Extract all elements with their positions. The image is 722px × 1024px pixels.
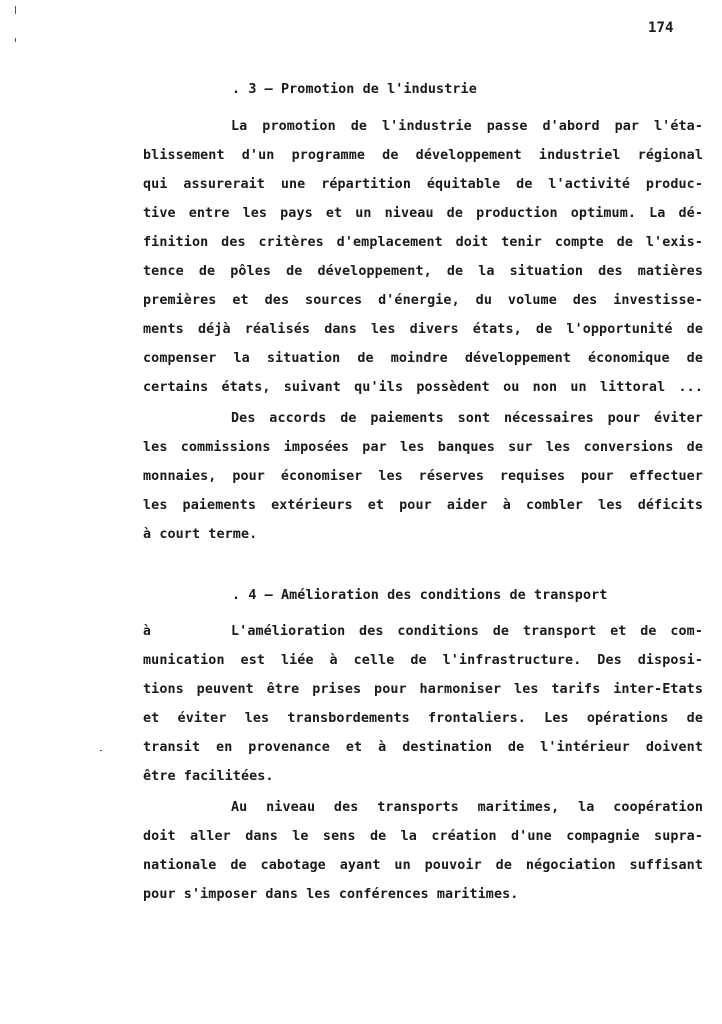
text-line: doit aller dans le sens de la création d'une compagnie supra- bbox=[143, 829, 703, 844]
text-line: premières et des sources d'énergie, du volume des investisse- bbox=[143, 293, 703, 308]
text-line: certains états, suivant qu'ils possèdent ou non un littoral ... bbox=[143, 380, 703, 395]
text-line: L'amélioration des conditions de transport et de com- bbox=[231, 624, 703, 639]
margin-mark bbox=[15, 6, 16, 14]
text-line: finition des critères d'emplacement doit tenir compte de l'exis- bbox=[143, 235, 703, 250]
margin-mark bbox=[15, 38, 16, 42]
text-line: Au niveau des transports maritimes, la coopération bbox=[231, 800, 703, 815]
text-line: les paiements extérieurs et pour aider à combler les déficits bbox=[143, 498, 703, 513]
text-line: à court terme. bbox=[143, 527, 258, 542]
text-line: nationale de cabotage ayant un pouvoir de négociation suffisant bbox=[143, 858, 703, 873]
text-line: monnaies, pour économiser les réserves requises pour effectuer bbox=[143, 469, 703, 484]
margin-mark bbox=[100, 750, 102, 751]
text-line: compenser la situation de moindre développement économique de bbox=[143, 351, 703, 366]
stray-character: à bbox=[143, 624, 151, 639]
text-line: ments déjà réalisés dans les divers états, de l'opportunité de bbox=[143, 322, 703, 337]
text-line: tive entre les pays et un niveau de production optimum. La dé- bbox=[143, 206, 703, 221]
text-line: tence de pôles de développement, de la situation des matières bbox=[143, 264, 703, 279]
text-line: La promotion de l'industrie passe d'abord par l'éta- bbox=[231, 119, 703, 134]
text-line: transit en provenance et à destination de l'intérieur doivent bbox=[143, 740, 703, 755]
text-line: tions peuvent être prises pour harmoniser les tarifs inter-Etats bbox=[143, 682, 703, 697]
text-line: blissement d'un programme de développement industriel régional bbox=[143, 148, 703, 163]
section-heading: . 4 – Amélioration des conditions de transport bbox=[232, 588, 608, 603]
text-line: munication est liée à celle de l'infrastructure. Des disposi- bbox=[143, 653, 703, 668]
page-number: 174 bbox=[648, 20, 674, 36]
text-line: les commissions imposées par les banques sur les conversions de bbox=[143, 440, 703, 455]
text-line: pour s'imposer dans les conférences maritimes. bbox=[143, 887, 519, 902]
section-heading: . 3 – Promotion de l'industrie bbox=[232, 82, 477, 97]
text-line: qui assurerait une répartition équitable de l'activité produc- bbox=[143, 177, 703, 192]
text-line: et éviter les transbordements frontaliers. Les opérations de bbox=[143, 711, 703, 726]
text-line: Des accords de paiements sont nécessaires pour éviter bbox=[231, 411, 703, 426]
text-line: être facilitées. bbox=[143, 769, 274, 784]
